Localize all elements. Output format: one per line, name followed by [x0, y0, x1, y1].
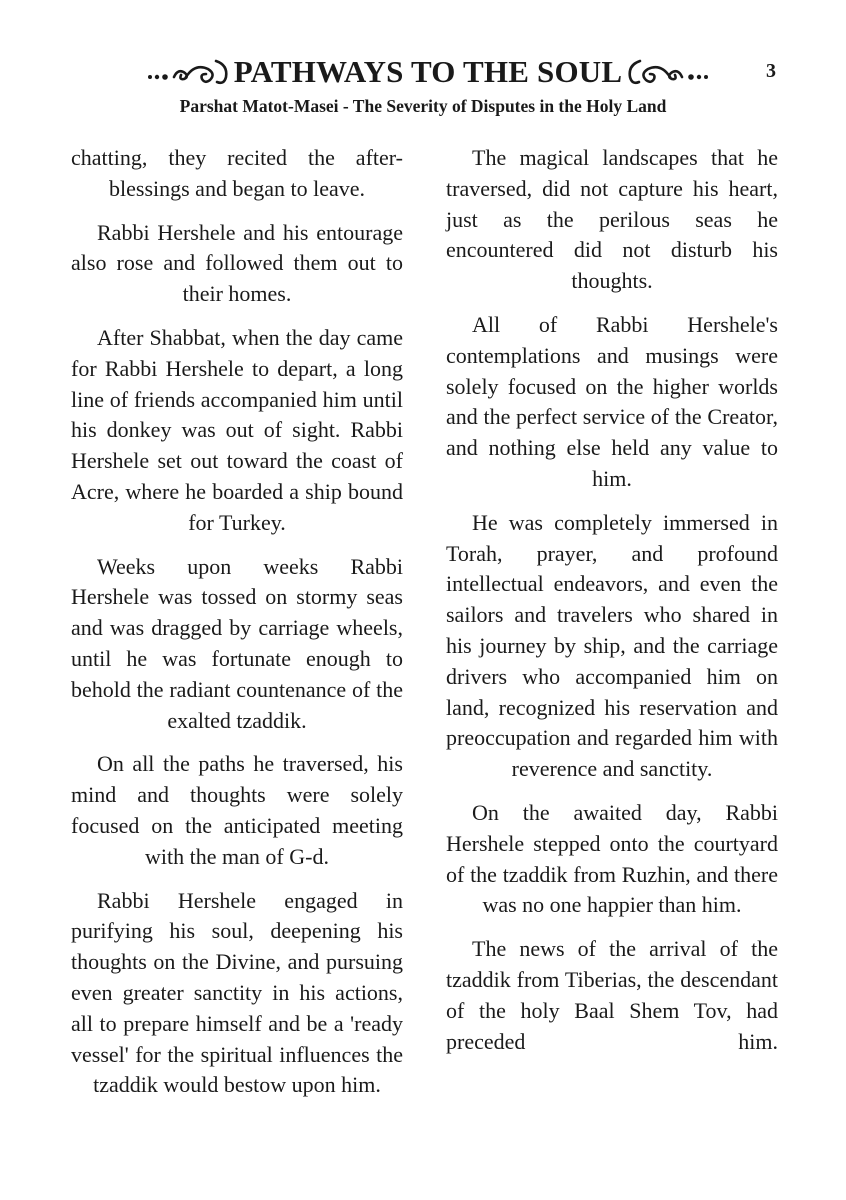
paragraph: He was completely immersed in Torah, prayer, and profound intellectual endeavors, and even the sailors and travelers who shared in his journey by ship, and the carriage drivers who accompanied him on land, recognized his reservation and preoccupation and regarded him with reverence and sanctity.	[446, 509, 778, 782]
paragraph: Weeks upon weeks Rabbi Hershele was tossed on stormy seas and was dragged by carriage wheels, until he was fortunate enough to behold the radiant countenance of the exalted tzaddik.	[71, 553, 403, 733]
paragraph: Rabbi Hershele and his entourage also rose and followed them out to their homes.	[71, 219, 403, 307]
right-column	[446, 143, 778, 1070]
paragraph: After Shabbat, when the day came for Rabbi Hershele to depart, a long line of friends accompanied him until his donkey was out of sight. Rabbi Hershele set out toward the coast of Acre, where he boarded a ship bound for Turkey.	[71, 324, 403, 535]
publication-title: PATHWAYS TO THE SOUL	[233, 54, 623, 89]
left-column	[71, 143, 403, 1114]
swirl-dots-ornament-icon	[622, 57, 710, 87]
paragraph: On the awaited day, Rabbi Hershele stepped onto the courtyard of the tzaddik from Ruzhin, and there was no one happier than him.	[446, 799, 778, 918]
chapter-subtitle: Parshat Matot-Masei - The Severity of Disputes in the Holy Land	[179, 96, 667, 116]
page-number: 3	[766, 60, 776, 82]
paragraph: The magical landscapes that he traversed, did not capture his heart, just as the perilous seas he encountered did not disturb his thoughts.	[446, 145, 778, 294]
running-title	[128, 50, 728, 94]
paragraph: All of Rabbi Hershele's contemplations and musings were solely focused on the higher worlds and the perfect service of the Creator, and nothing else held any value to him.	[446, 311, 778, 491]
paragraph: Rabbi Hershele engaged in purifying his soul, deepening his thoughts on the Divine, and pursuing even greater sanctity in his actions, all to prepare himself and be a 'ready vessel' for the spiritual influences the tzaddik would bestow upon him.	[71, 887, 403, 1098]
paragraph: The news of the arrival of the tzaddik from Tiberias, the descendant of the holy Baal Shem Tov, had preceded him.	[446, 936, 778, 1054]
dots-swirl-ornament-icon	[146, 57, 234, 87]
paragraph: On all the paths he traversed, his mind and thoughts were solely focused on the anticipated meeting with the man of G-d.	[71, 751, 403, 869]
paragraph: chatting, they recited the after-blessings and began to leave.	[71, 145, 403, 201]
